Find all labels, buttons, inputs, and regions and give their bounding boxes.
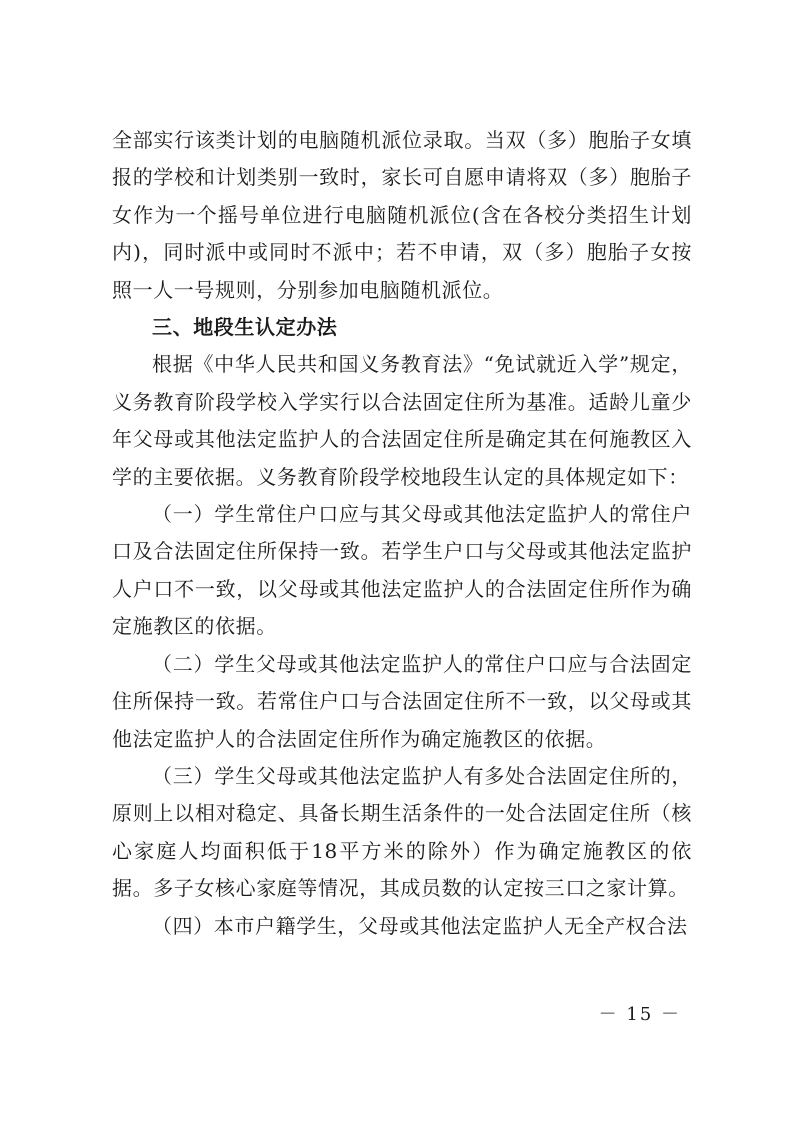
paragraph-rule-3: （三）学生父母或其他法定监护人有多处合法固定住所的，原则上以相对稳定、具备长期生活条件的一处合法固定住所（核心家庭人均面积低于18平方米的除外）作为确定施教区的依据。多子女核心家庭等情况，其成员数的认定按三口之家计算。 (112, 763, 692, 901)
paragraph-rule-2: （二）学生父母或其他法定监护人的常住户口应与合法固定住所保持一致。若常住户口与合法固定住所不一致，以父母或其他法定监护人的合法固定住所作为确定施教区的依据。 (112, 651, 692, 751)
paragraph-lottery-continuation: 全部实行该类计划的电脑随机派位录取。当双（多）胞胎子女填报的学校和计划类别一致时，家长可自愿申请将双（多）胞胎子女作为一个摇号单位进行电脑随机派位(含在各校分类招生计划内)，同时派中或同时不派中；若不申请，双（多）胞胎子女按照一人一号规则，分别参加电脑随机派位。 (112, 128, 692, 302)
page-number: － 15 － (598, 1004, 681, 1025)
paragraph-legal-basis: 根据《中华人民共和国义务教育法》“免试就近入学”规定，义务教育阶段学校入学实行以合法固定住所为基准。适龄儿童少年父母或其他法定监护人的合法固定住所是确定其在何施教区入学的主要依据。义务教育阶段学校地段生认定的具体规定如下： (112, 352, 692, 489)
section-heading-zone-student: 三、地段生认定办法 (152, 315, 338, 340)
paragraph-rule-1: （一）学生常住户口应与其父母或其他法定监护人的常住户口及合法固定住所保持一致。若学生户口与父母或其他法定监护人户口不一致，以父母或其他法定监护人的合法固定住所作为确定施教区的依据。 (112, 502, 692, 639)
paragraph-rule-4: （四）本市户籍学生，父母或其他法定监护人无全产权合法 (152, 913, 688, 938)
document-body (112, 122, 692, 945)
